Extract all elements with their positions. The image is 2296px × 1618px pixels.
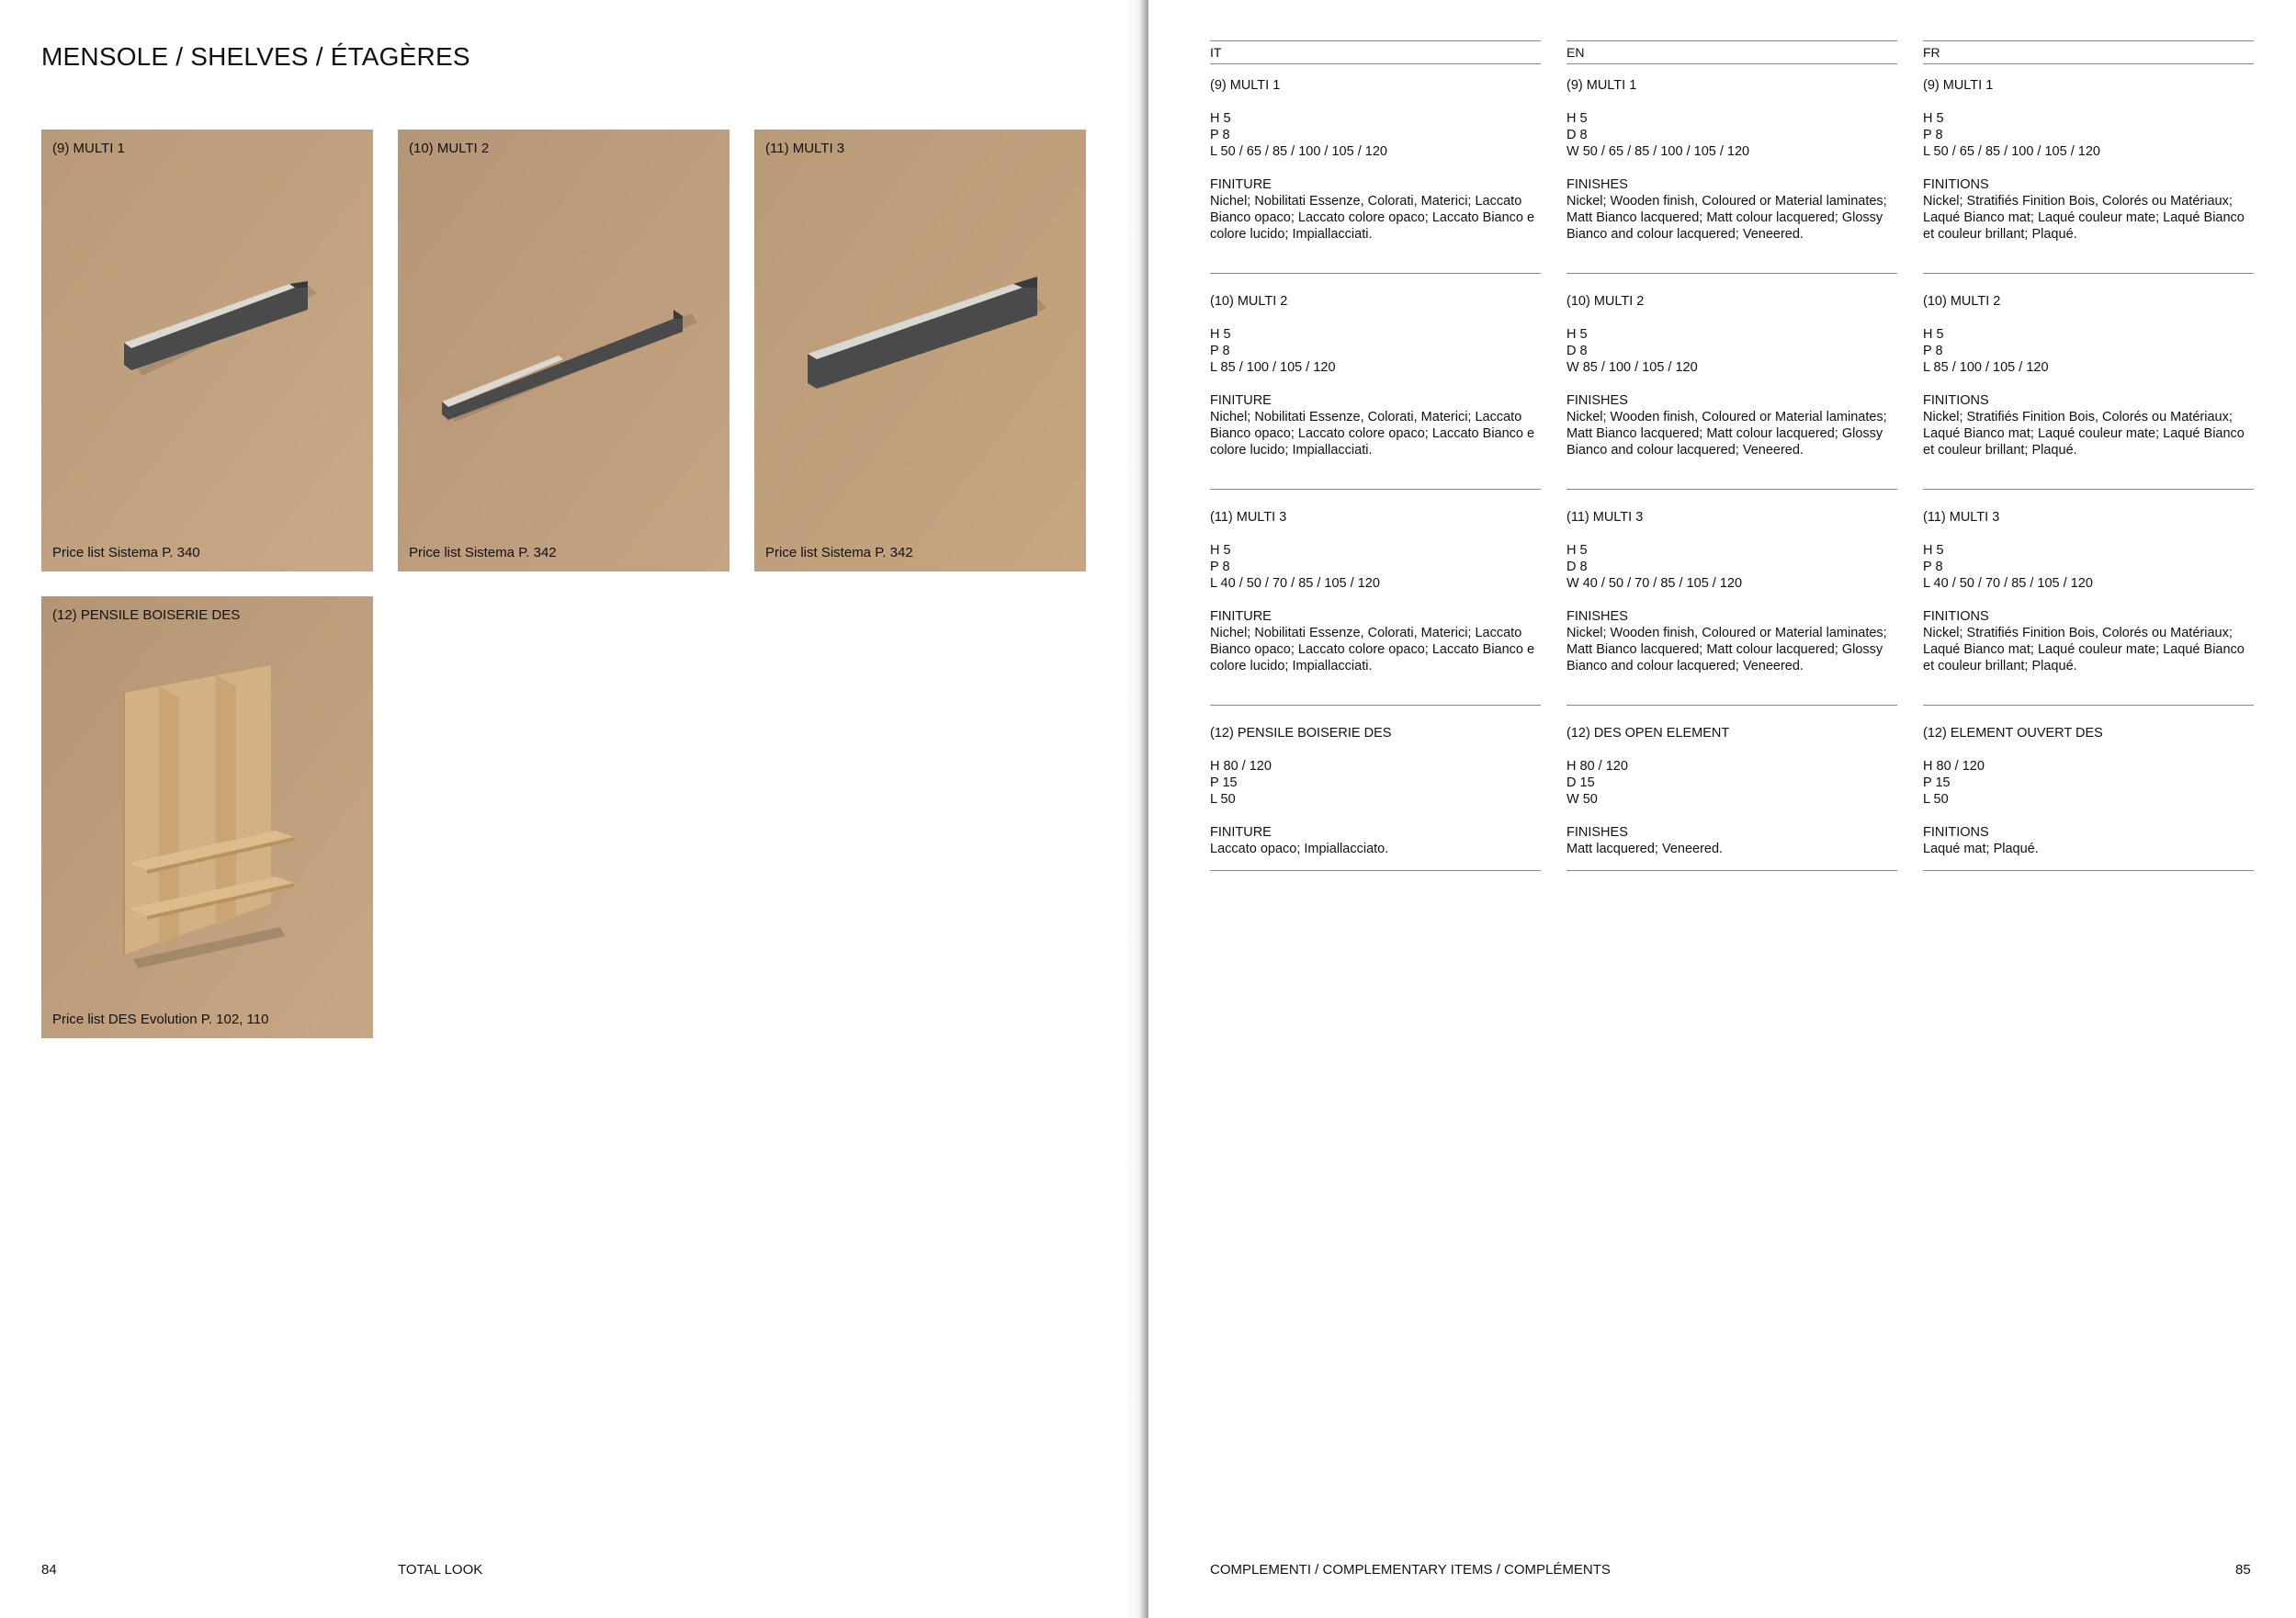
dim-line: P 8 — [1923, 344, 1943, 358]
dim-line: L 85 / 100 / 105 / 120 — [1923, 360, 2049, 375]
entry-dimensions — [1923, 758, 2254, 808]
dim-line: H 80 / 120 — [1210, 759, 1272, 774]
entry-dimensions — [1566, 758, 1897, 808]
finishes-text: Laccato opaco; Impiallacciato. — [1210, 842, 1389, 856]
column-en — [1566, 40, 1897, 856]
entry-dimensions — [1210, 110, 1541, 160]
dim-line: L 85 / 100 / 105 / 120 — [1210, 360, 1336, 375]
divider — [1566, 489, 1897, 490]
divider — [1923, 489, 2254, 490]
spec-entry — [1566, 725, 1897, 857]
entry-name: (11) MULTI 3 — [1210, 510, 1287, 525]
spec-entry — [1923, 509, 2254, 674]
product-tile-multi-1[interactable] — [41, 130, 373, 571]
dim-line: W 50 / 65 / 85 / 100 / 105 / 120 — [1566, 144, 1750, 159]
dim-line: D 8 — [1566, 560, 1588, 574]
dim-line: W 85 / 100 / 105 / 120 — [1566, 360, 1698, 375]
finishes-title: FINITURE — [1210, 393, 1272, 408]
entry-name: (9) MULTI 1 — [1566, 78, 1637, 93]
dim-line: H 5 — [1923, 111, 1944, 126]
dim-line: L 40 / 50 / 70 / 85 / 105 / 120 — [1923, 576, 2093, 591]
finishes-text: Nickel; Wooden finish, Coloured or Material laminates; Matt Bianco lacquered; Matt colour lacquered; Glossy Bianco and colour lacquered; Veneered. — [1566, 194, 1887, 242]
column-fr — [1923, 40, 2254, 856]
column-lang-header: EN — [1566, 40, 1897, 64]
spec-entry — [1923, 293, 2254, 458]
entry-name: (12) ELEMENT OUVERT DES — [1923, 726, 2103, 741]
entry-name: (9) MULTI 1 — [1923, 78, 1994, 93]
dim-line: D 15 — [1566, 775, 1595, 790]
finishes-title: FINITURE — [1210, 609, 1272, 624]
dim-line: H 5 — [1210, 543, 1231, 558]
tile-price-link[interactable]: Price list DES Evolution P. 102, 110 — [52, 1012, 269, 1027]
dim-line: L 50 / 65 / 85 / 100 / 105 / 120 — [1210, 144, 1387, 159]
divider — [1210, 870, 1541, 871]
finishes-title: FINISHES — [1566, 825, 1628, 840]
dim-line: P 8 — [1923, 560, 1943, 574]
page-number-right: 85 — [2235, 1562, 2251, 1578]
entry-dimensions — [1566, 326, 1897, 376]
product-tile-multi-2[interactable] — [398, 130, 730, 571]
finishes-title: FINISHES — [1566, 609, 1628, 624]
tile-price-link[interactable]: Price list Sistema P. 340 — [52, 545, 200, 560]
dim-line: H 80 / 120 — [1923, 759, 1985, 774]
divider — [1210, 705, 1541, 706]
spec-entry — [1923, 725, 2254, 857]
tile-label: (12) PENSILE BOISERIE DES — [52, 607, 241, 623]
finishes-title: FINITIONS — [1923, 825, 1989, 840]
tile-price-link[interactable]: Price list Sistema P. 342 — [765, 545, 913, 560]
dim-line: L 50 — [1210, 792, 1236, 807]
column-lang-header: IT — [1210, 40, 1541, 64]
finishes-text: Nichel; Nobilitati Essenze, Colorati, Materici; Laccato Bianco opaco; Laccato colore opaco; Laccato Bianco e colore lucido; Impiallacciati. — [1210, 194, 1535, 242]
wall-unit-des-image — [41, 596, 373, 1038]
shelf-multi-3-image — [754, 130, 1086, 571]
entry-dimensions — [1210, 326, 1541, 376]
dim-line: P 8 — [1210, 560, 1230, 574]
tile-label: (9) MULTI 1 — [52, 141, 125, 156]
product-tile-multi-3[interactable] — [754, 130, 1086, 571]
product-tile-pensile-boiserie-des[interactable] — [41, 596, 373, 1038]
finishes-text: Nickel; Wooden finish, Coloured or Material laminates; Matt Bianco lacquered; Matt colour lacquered; Glossy Bianco and colour lacquered; Veneered. — [1566, 410, 1887, 458]
finishes-text: Nichel; Nobilitati Essenze, Colorati, Materici; Laccato Bianco opaco; Laccato colore opaco; Laccato Bianco e colore lucido; Impiallacciati. — [1210, 410, 1535, 458]
finishes-title: FINISHES — [1566, 177, 1628, 192]
divider — [1210, 273, 1541, 274]
footer-section-right: COMPLEMENTI / COMPLEMENTARY ITEMS / COMPLÉMENTS — [1210, 1562, 1611, 1578]
tile-label: (10) MULTI 2 — [409, 141, 490, 156]
finishes-text: Nickel; Stratifiés Finition Bois, Colorés ou Matériaux; Laqué Bianco mat; Laqué couleur mate; Laqué Bianco et couleur brillant; Plaqué. — [1923, 410, 2245, 458]
shelf-multi-2-image — [398, 130, 730, 571]
dim-line: H 5 — [1566, 327, 1588, 342]
spec-entry — [1566, 77, 1897, 243]
dim-line: P 8 — [1210, 344, 1230, 358]
spec-entry — [1923, 77, 2254, 243]
dim-line: L 40 / 50 / 70 / 85 / 105 / 120 — [1210, 576, 1380, 591]
finishes-text: Nickel; Stratifiés Finition Bois, Colorés ou Matériaux; Laqué Bianco mat; Laqué couleur mate; Laqué Bianco et couleur brillant; Plaqué. — [1923, 194, 2245, 242]
dim-line: H 80 / 120 — [1566, 759, 1628, 774]
dim-line: W 50 — [1566, 792, 1598, 807]
column-lang-header: FR — [1923, 40, 2254, 64]
spec-entry — [1566, 509, 1897, 674]
entry-dimensions — [1923, 326, 2254, 376]
spec-entry — [1210, 725, 1541, 857]
dim-line: L 50 / 65 / 85 / 100 / 105 / 120 — [1923, 144, 2100, 159]
entry-name: (11) MULTI 3 — [1566, 510, 1644, 525]
column-it — [1210, 40, 1541, 856]
spec-entry — [1210, 509, 1541, 674]
entry-dimensions — [1923, 110, 2254, 160]
entry-name: (12) DES OPEN ELEMENT — [1566, 726, 1730, 741]
finishes-title: FINITIONS — [1923, 393, 1989, 408]
page-title: MENSOLE / SHELVES / ÉTAGÈRES — [41, 42, 470, 71]
finishes-text: Matt lacquered; Veneered. — [1566, 842, 1724, 856]
finishes-title: FINISHES — [1566, 393, 1628, 408]
finishes-text: Nickel; Stratifiés Finition Bois, Colorés ou Matériaux; Laqué Bianco mat; Laqué couleur mate; Laqué Bianco et couleur brillant; Plaqué. — [1923, 626, 2245, 673]
entry-name: (10) MULTI 2 — [1923, 294, 2001, 309]
divider — [1923, 870, 2254, 871]
finishes-text: Laqué mat; Plaqué. — [1923, 842, 2039, 856]
divider — [1923, 273, 2254, 274]
dim-line: D 8 — [1566, 344, 1588, 358]
dim-line: L 50 — [1923, 792, 1949, 807]
spec-entry — [1210, 77, 1541, 243]
tile-label: (11) MULTI 3 — [765, 141, 845, 156]
dim-line: H 5 — [1210, 111, 1231, 126]
spec-entry — [1210, 293, 1541, 458]
entry-name: (9) MULTI 1 — [1210, 78, 1281, 93]
divider — [1566, 273, 1897, 274]
dim-line: W 40 / 50 / 70 / 85 / 105 / 120 — [1566, 576, 1743, 591]
entry-dimensions — [1923, 542, 2254, 592]
finishes-text: Nickel; Wooden finish, Coloured or Material laminates; Matt Bianco lacquered; Matt colour lacquered; Glossy Bianco and colour lacquered; Veneered. — [1566, 626, 1887, 673]
divider — [1923, 705, 2254, 706]
dim-line: H 5 — [1210, 327, 1231, 342]
dim-line: D 8 — [1566, 128, 1588, 142]
divider — [1566, 870, 1897, 871]
right-page — [1148, 0, 2296, 1618]
finishes-title: FINITIONS — [1923, 177, 1989, 192]
dim-line: H 5 — [1923, 543, 1944, 558]
finishes-text: Nichel; Nobilitati Essenze, Colorati, Materici; Laccato Bianco opaco; Laccato colore opaco; Laccato Bianco e colore lucido; Impiallacciati. — [1210, 626, 1535, 673]
dim-line: P 8 — [1210, 128, 1230, 142]
entry-name: (12) PENSILE BOISERIE DES — [1210, 726, 1392, 741]
dim-line: P 15 — [1923, 775, 1951, 790]
finishes-title: FINITURE — [1210, 825, 1272, 840]
footer-section-left: TOTAL LOOK — [398, 1562, 483, 1578]
dim-line: P 15 — [1210, 775, 1238, 790]
entry-name: (10) MULTI 2 — [1210, 294, 1288, 309]
entry-dimensions — [1210, 542, 1541, 592]
dim-line: H 5 — [1923, 327, 1944, 342]
entry-name: (11) MULTI 3 — [1923, 510, 2000, 525]
dim-line: H 5 — [1566, 111, 1588, 126]
finishes-title: FINITURE — [1210, 177, 1272, 192]
entry-name: (10) MULTI 2 — [1566, 294, 1645, 309]
dim-line: H 5 — [1566, 543, 1588, 558]
entry-dimensions — [1210, 758, 1541, 808]
finishes-title: FINITIONS — [1923, 609, 1989, 624]
entry-dimensions — [1566, 542, 1897, 592]
tile-price-link[interactable]: Price list Sistema P. 342 — [409, 545, 557, 560]
divider — [1566, 705, 1897, 706]
page-number-left: 84 — [41, 1562, 57, 1578]
divider — [1210, 489, 1541, 490]
shelf-multi-1-image — [41, 130, 373, 571]
dim-line: P 8 — [1923, 128, 1943, 142]
entry-dimensions — [1566, 110, 1897, 160]
spec-entry — [1566, 293, 1897, 458]
